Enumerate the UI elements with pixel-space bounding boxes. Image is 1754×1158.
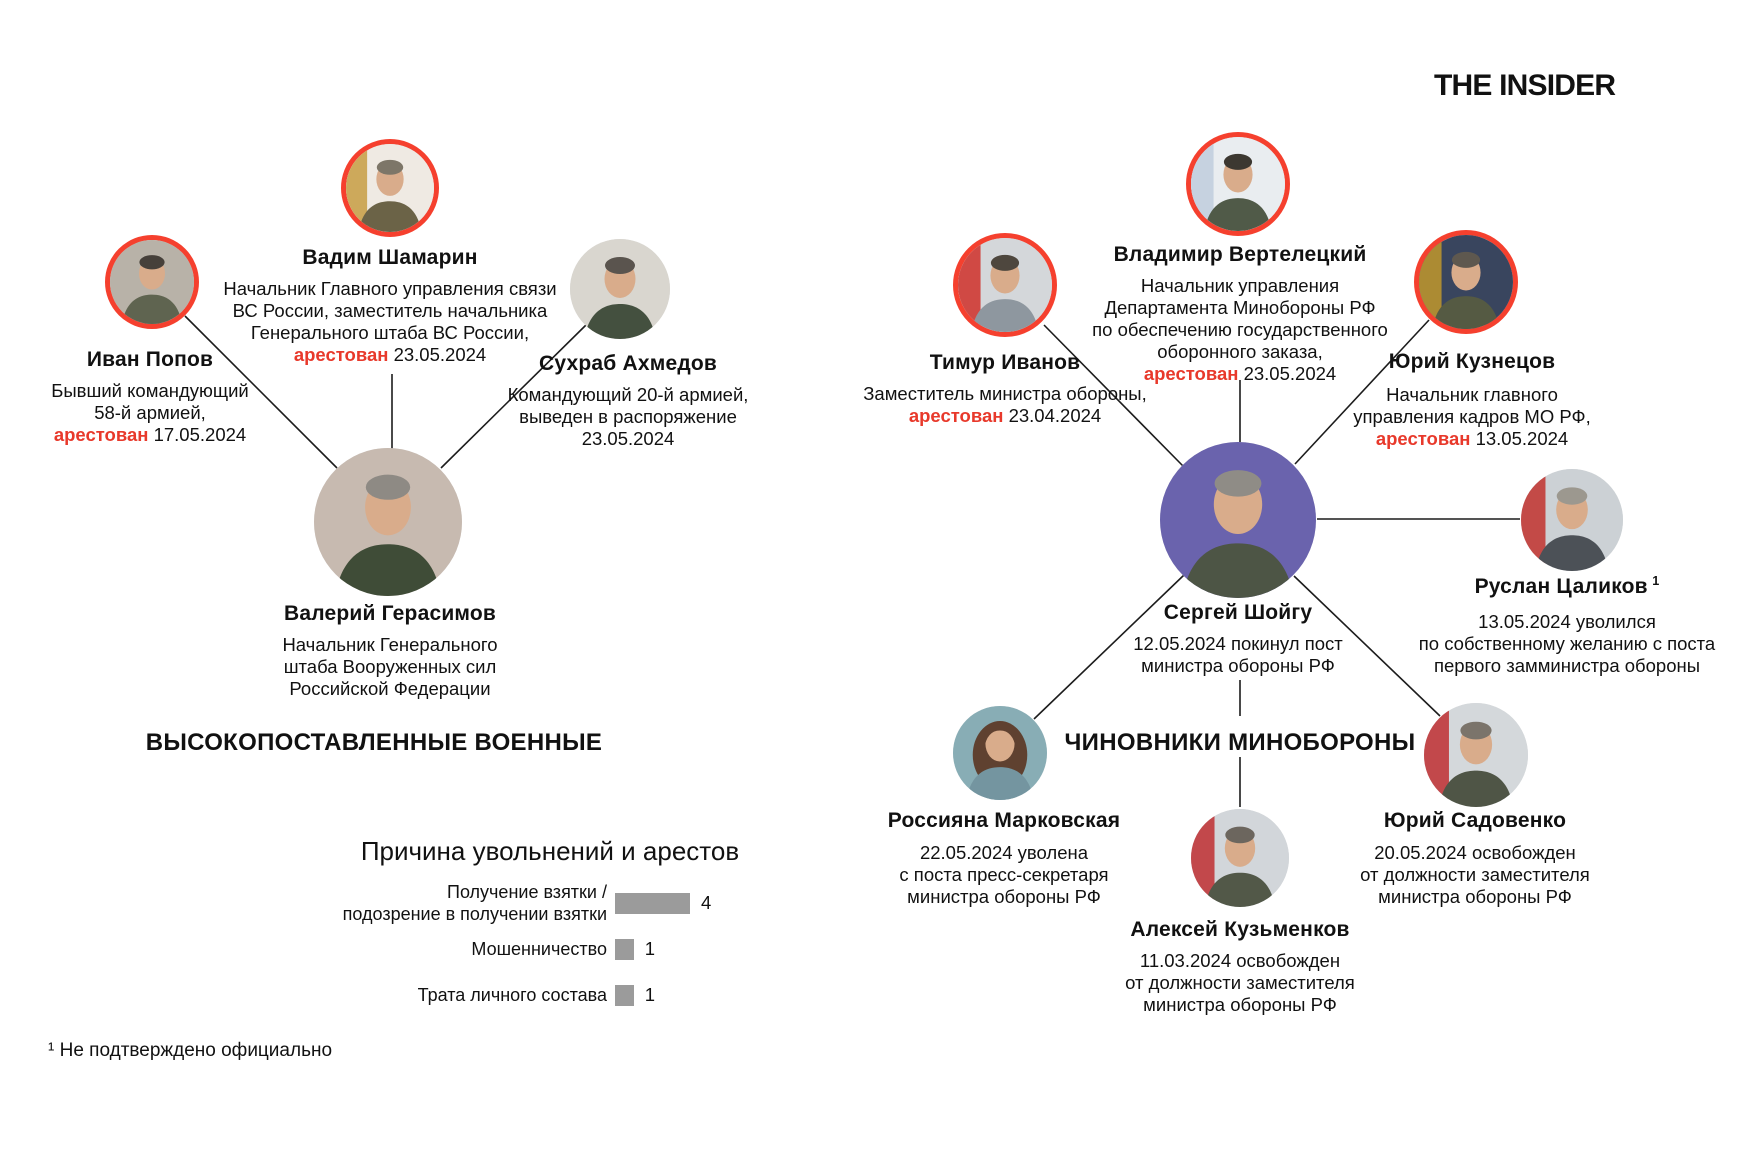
desc-text: министра обороны РФ (1143, 994, 1337, 1015)
desc-text: Российской Федерации (289, 678, 491, 699)
photo-markovskaya (953, 706, 1047, 800)
chart-row (240, 927, 880, 971)
desc-text: 23.04.2024 (1003, 405, 1102, 426)
the-insider-logo: THE INSIDER (1434, 69, 1616, 102)
desc-line (0, 380, 380, 402)
chart-category-label (240, 938, 607, 960)
chart-label-line: подозрение в получении взятки (342, 904, 607, 924)
chart-value: 4 (701, 892, 712, 913)
footnote-marker: 1 (1652, 574, 1660, 588)
desc-line (1010, 297, 1470, 319)
desc-text: 23.05.2024 (581, 428, 675, 449)
chart-rows (240, 881, 880, 1017)
desc-line (1245, 886, 1705, 908)
desc-text: Генерального штаба ВС России, (250, 322, 530, 343)
name-sadovenko: Юрий Садовенко (1383, 809, 1567, 832)
chart-title: Причина увольнений и арестов (360, 836, 740, 866)
chart-bar (615, 939, 634, 960)
desc-text: министра обороны РФ (907, 886, 1101, 907)
name-kuznetsov: Юрий Кузнецов (1388, 350, 1556, 373)
desc-text: Начальник Главного управления связи (223, 278, 557, 299)
photo-verteletsky (1186, 132, 1290, 236)
desc-text: Командующий 20-й армией, (507, 384, 749, 405)
desc-text: Заместитель министра обороны, (863, 383, 1147, 404)
reasons-bar-chart (240, 836, 880, 1019)
photo-gerasimov (314, 448, 462, 596)
desc-line (1010, 275, 1470, 297)
heading-high-ranking-military: ВЫСОКОПОСТАВЛЕННЫЕ ВОЕННЫЕ (145, 729, 603, 756)
desc-text: министра обороны РФ (1378, 886, 1572, 907)
desc-text: 22.05.2024 уволена (919, 842, 1089, 863)
desc-text: 58-й армией, (94, 402, 206, 423)
photo-shoigu (1160, 442, 1316, 598)
chart-label-line: Трата личного состава (417, 985, 607, 1005)
desc-text: от должности заместителя (1360, 864, 1590, 885)
name-popov: Иван Попов (86, 348, 214, 371)
arrested-label: арестован (293, 344, 389, 365)
desc-text: 17.05.2024 (148, 424, 247, 445)
desc-ivanov (775, 383, 1235, 427)
arrested-label: арестован (53, 424, 149, 445)
desc-text: 12.05.2024 покинул пост (1133, 633, 1343, 654)
desc-popov (0, 380, 380, 446)
desc-line (160, 322, 620, 344)
desc-text: первого замминистра обороны (1433, 655, 1701, 676)
arrested-label: арестован (1375, 428, 1471, 449)
name-markovskaya: Россияна Марковская (887, 809, 1121, 832)
photo-akhmedov (570, 239, 670, 339)
photo-shamarin (341, 139, 439, 237)
desc-line (1008, 655, 1468, 677)
desc-text: 20.05.2024 освобожден (1374, 842, 1576, 863)
name-tsalikov: Руслан Цаликов $^1$ (1474, 574, 1660, 598)
desc-text: Начальник Генерального (282, 634, 498, 655)
desc-line (1008, 633, 1468, 655)
desc-sadovenko (1245, 842, 1705, 908)
chart-row (240, 973, 880, 1017)
desc-text: с поста пресс-секретаря (899, 864, 1109, 885)
desc-line (1010, 972, 1470, 994)
name-verteletsky: Владимир Вертелецкий (1113, 243, 1367, 266)
desc-line (160, 656, 620, 678)
chart-label-line: Получение взятки / (447, 882, 607, 902)
arrested-label: арестован (908, 405, 1004, 426)
desc-line (160, 634, 620, 656)
chart-value: 1 (644, 938, 656, 959)
desc-text: 23.05.2024 (1238, 363, 1337, 384)
desc-text: по собственному желанию с поста (1418, 633, 1716, 654)
desc-text: от должности заместителя (1125, 972, 1355, 993)
desc-text: Начальник главного (1386, 384, 1558, 405)
desc-text: Начальник управления (1140, 275, 1340, 296)
photo-tsalikov (1521, 469, 1623, 571)
photo-kuzmenkov (1191, 809, 1289, 907)
name-shamarin: Вадим Шамарин (302, 246, 478, 269)
desc-line (1242, 428, 1702, 450)
desc-text: Бывший командующий (51, 380, 249, 401)
desc-line (160, 278, 620, 300)
name-akhmedov: Сухраб Ахмедов (538, 352, 718, 375)
photo-ivanov (953, 233, 1057, 337)
arrested-label: арестован (1143, 363, 1239, 384)
chart-category-label (240, 881, 607, 925)
heading-defense-ministry-officials: ЧИНОВНИКИ МИНОБОРОНЫ (1064, 729, 1416, 756)
photo-kuznetsov (1414, 230, 1518, 334)
desc-gerasimov (160, 634, 620, 700)
desc-text: министра обороны РФ (1141, 655, 1335, 676)
desc-line (1242, 384, 1702, 406)
chart-bar (615, 985, 634, 1006)
chart-label-line: Мошенничество (471, 939, 607, 959)
desc-line (160, 300, 620, 322)
desc-text: 23.05.2024 (388, 344, 487, 365)
desc-line (0, 424, 380, 446)
desc-kuznetsov (1242, 384, 1702, 450)
desc-text: выведен в распоряжение (519, 406, 737, 427)
desc-text: 13.05.2024 (1470, 428, 1569, 449)
chart-row (240, 881, 880, 925)
name-kuzmenkov: Алексей Кузьменков (1130, 918, 1350, 941)
desc-shoigu (1008, 633, 1468, 677)
desc-line (1245, 864, 1705, 886)
photo-popov (105, 235, 199, 329)
desc-text: оборонного заказа, (1157, 341, 1323, 362)
desc-line (1245, 842, 1705, 864)
desc-line (775, 383, 1235, 405)
desc-line (398, 428, 858, 450)
desc-line (1010, 994, 1470, 1016)
desc-text: штаба Вооруженных сил (283, 656, 497, 677)
footnote: ¹ Не подтверждено официально (48, 1040, 333, 1061)
name-gerasimov: Валерий Герасимов (283, 602, 497, 625)
desc-text: ВС России, заместитель начальника (232, 300, 548, 321)
name-shoigu: Сергей Шойгу (1163, 601, 1313, 624)
desc-kuzmenkov (1010, 950, 1470, 1016)
chart-bar (615, 893, 690, 914)
name-ivanov: Тимур Иванов (929, 351, 1081, 374)
desc-line (1010, 950, 1470, 972)
chart-value: 1 (644, 984, 656, 1005)
desc-text: 11.03.2024 освобожден (1139, 950, 1341, 971)
desc-text: 13.05.2024 уволился (1478, 611, 1656, 632)
desc-line (775, 405, 1235, 427)
desc-text: по обеспечению государственного (1092, 319, 1388, 340)
desc-text: Департамента Минобороны РФ (1104, 297, 1376, 318)
desc-line (160, 678, 620, 700)
desc-line (0, 402, 380, 424)
chart-category-label (240, 984, 607, 1006)
desc-line (1010, 319, 1470, 341)
desc-line (1242, 406, 1702, 428)
photo-sadovenko (1424, 703, 1528, 807)
desc-text: управления кадров МО РФ, (1353, 406, 1591, 427)
